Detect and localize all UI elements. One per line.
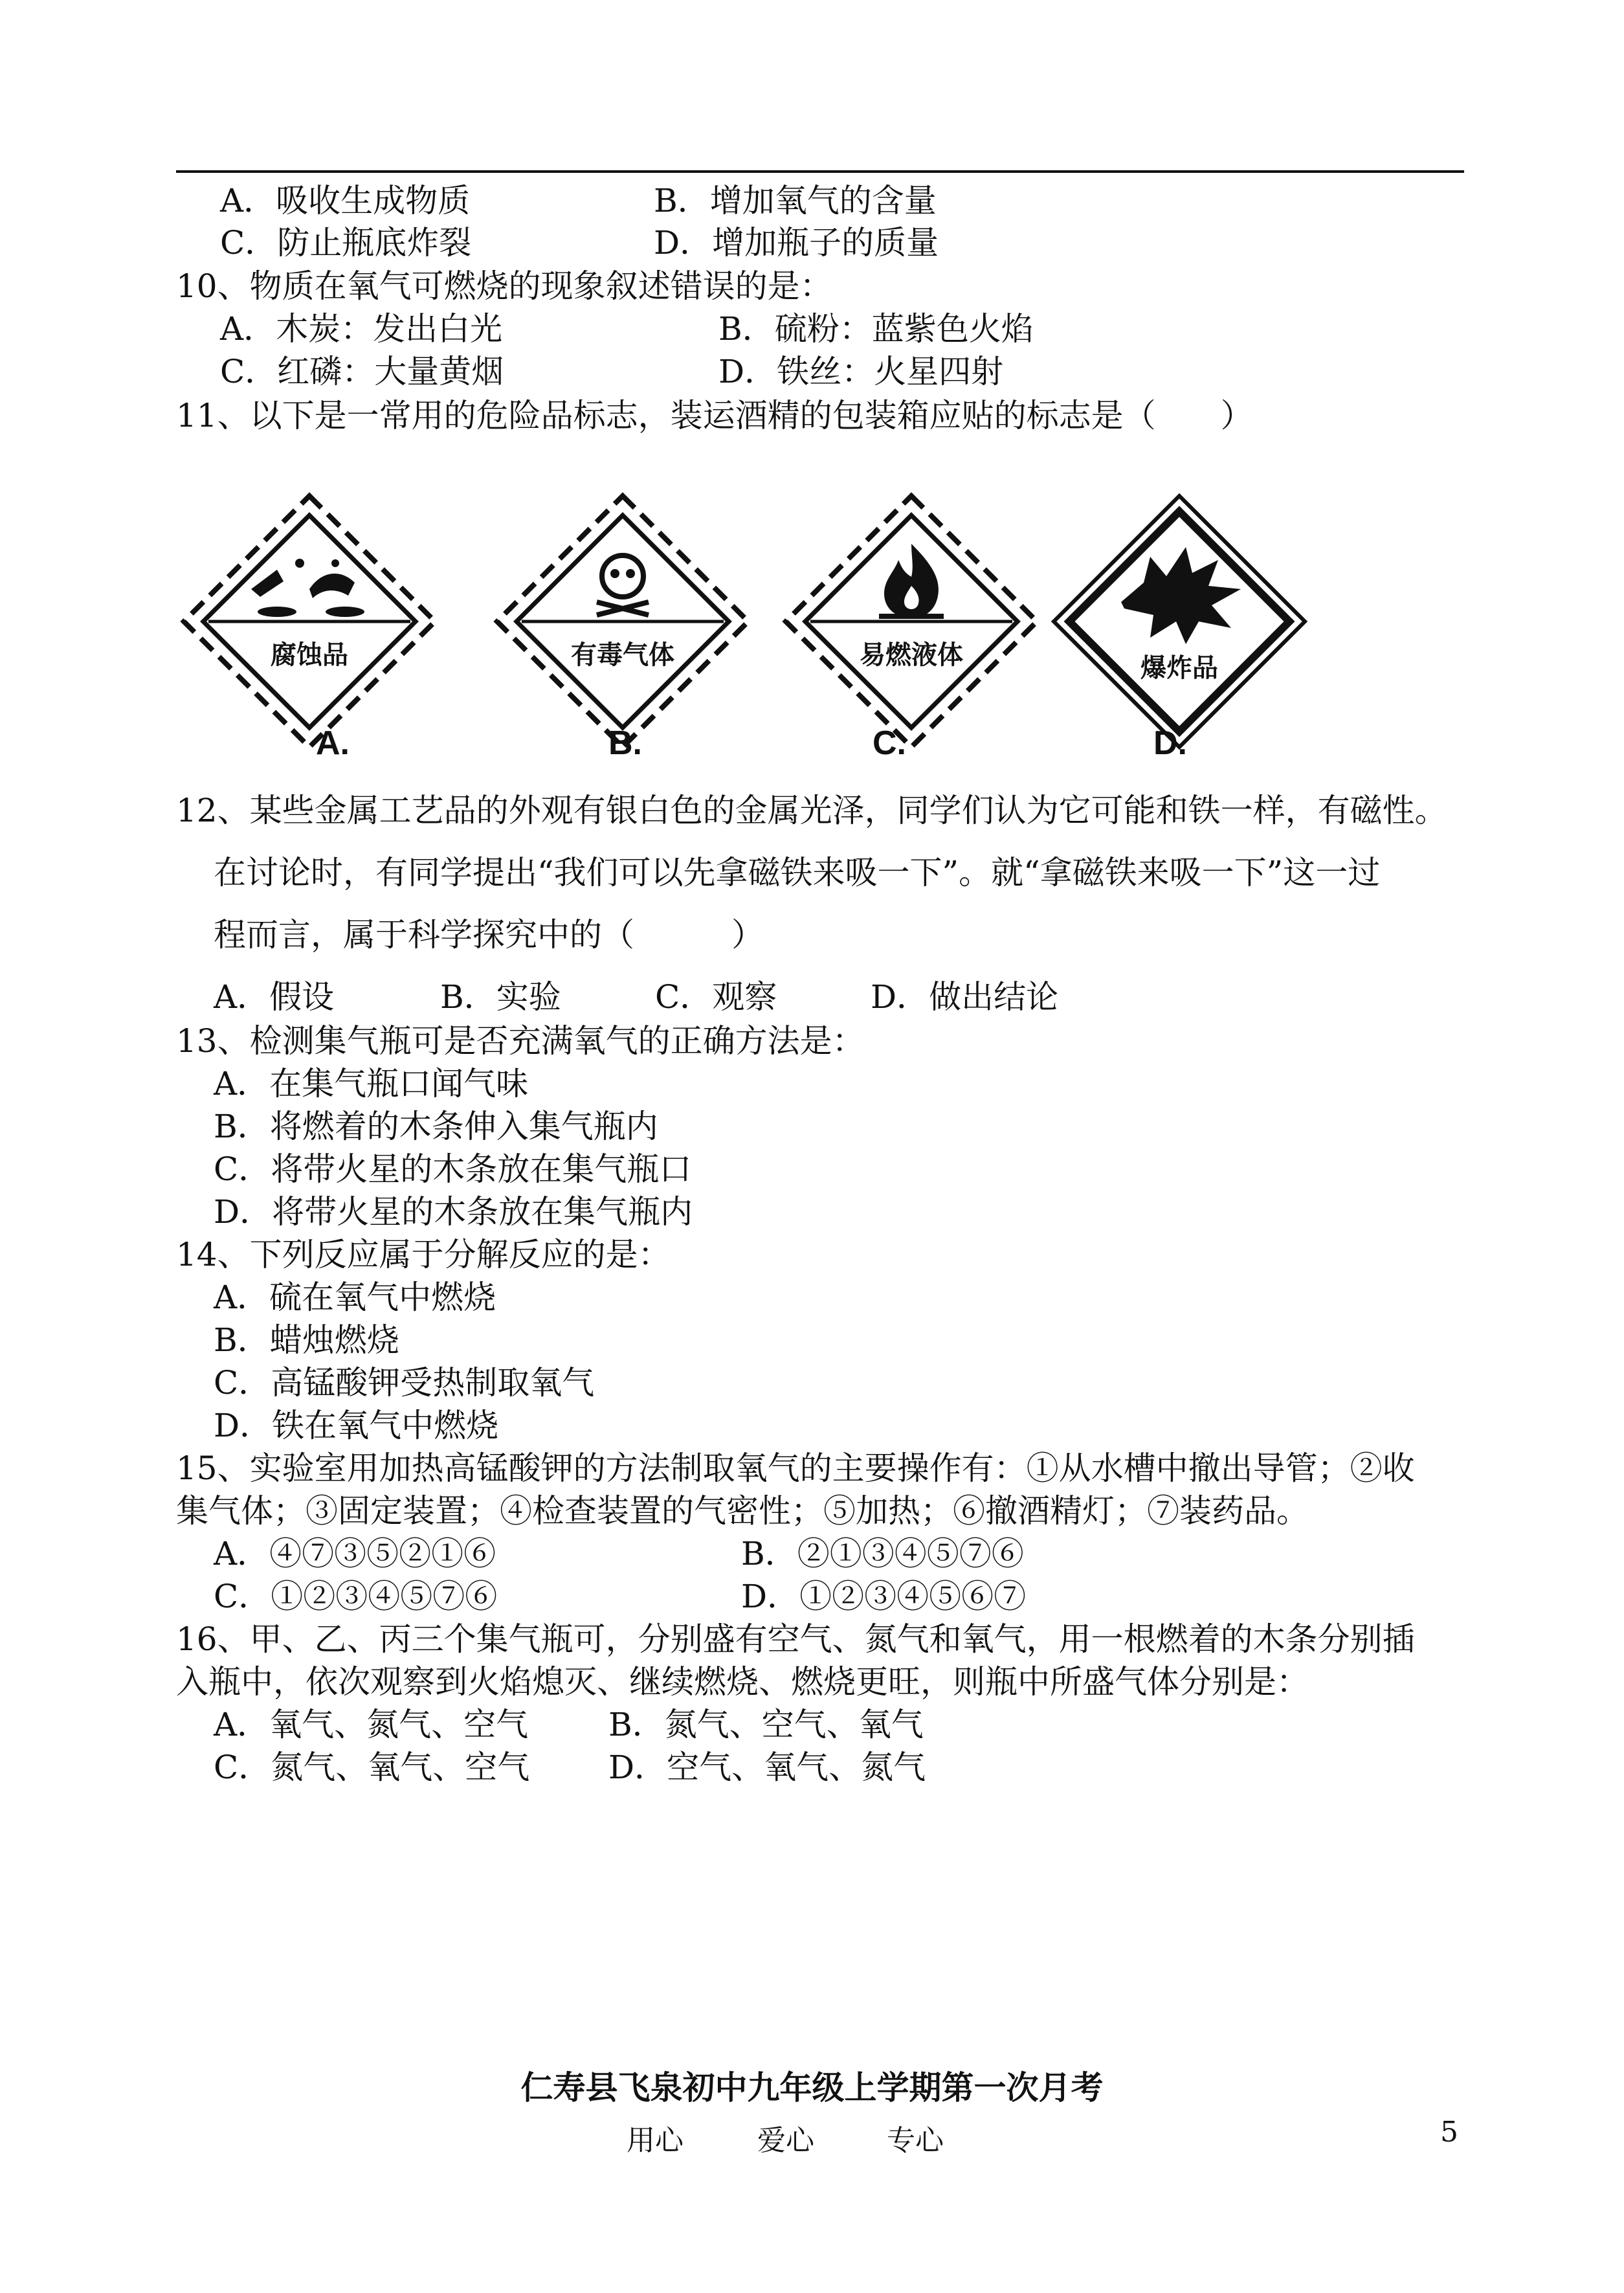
hazard-sign-explosive	[1050, 492, 1309, 751]
sign-label: 易燃液体	[860, 641, 963, 669]
q16-option-b: B．氮气、空气、氧气	[608, 1706, 924, 1743]
q9-option-c: C．防止瓶底炸裂	[220, 224, 472, 262]
q15-option-c: C．①②③④⑤⑦⑥	[214, 1578, 498, 1615]
q15-option-d: D．①②③④⑤⑥⑦	[741, 1578, 1027, 1615]
corrosive-icon	[251, 559, 364, 617]
q15-line-1: 15、实验室用加热高锰酸钾的方法制取氧气的主要操作有：①从水槽中撤出导管；②收	[176, 1449, 1415, 1487]
q9-option-d: D．增加瓶子的质量	[654, 224, 939, 262]
q15-line-2: 集气体；③固定装置；④检查装置的气密性；⑤加热；⑥撤酒精灯；⑦装药品。	[176, 1492, 1309, 1530]
q15-option-b: B．②①③④⑤⑦⑥	[741, 1535, 1024, 1572]
q14-option-d: D．铁在氧气中燃烧	[214, 1407, 499, 1444]
q13-option-a: A．在集气瓶口闻气味	[214, 1065, 529, 1102]
sign-letter: B.	[608, 724, 642, 762]
q14-option-c: C．高锰酸钾受热制取氧气	[214, 1364, 595, 1402]
q14-option-b: B．蜡烛燃烧	[214, 1321, 399, 1359]
sign-label: 爆炸品	[1140, 654, 1218, 682]
q16-line-2: 入瓶中，依次观察到火焰熄灭、继续燃烧、燃烧更旺，则瓶中所盛气体分别是：	[176, 1663, 1309, 1701]
q10-option-c: C．红磷：大量黄烟	[220, 353, 504, 390]
q10-option-d: D．铁丝：火星四射	[718, 353, 1004, 390]
q16-line-1: 16、甲、乙、丙三个集气瓶可，分别盛有空气、氮气和氧气，用一根燃着的木条分别插	[176, 1620, 1415, 1658]
q15-option-a: A．④⑦③⑤②①⑥	[214, 1535, 496, 1572]
q13-option-d: D．将带火星的木条放在集气瓶内	[214, 1193, 693, 1231]
q12-option-a: A．假设	[214, 978, 335, 1016]
q9-option-a: A．吸收生成物质	[220, 182, 471, 219]
footer-motto-2: 爱心	[757, 2124, 814, 2157]
footer-motto-1: 用心	[627, 2124, 684, 2157]
q13-option-c: C．将带火星的木条放在集气瓶口	[214, 1150, 692, 1188]
hazard-sign-corrosive	[180, 492, 439, 751]
q12-line-3: 程而言，属于科学探究中的（ ）	[214, 916, 764, 954]
q10-option-b: B．硫粉：蓝紫色火焰	[718, 310, 1034, 348]
q13-stem: 13、检测集气瓶可是否充满氧气的正确方法是：	[176, 1022, 865, 1060]
header-rule	[176, 170, 1464, 173]
sign-label: 腐蚀品	[271, 641, 348, 669]
hazard-sign-toxic-gas	[493, 492, 752, 751]
sign-label: 有毒气体	[571, 641, 674, 669]
explosion-icon	[1121, 547, 1241, 644]
q14-option-a: A．硫在氧气中燃烧	[214, 1279, 496, 1316]
q12-option-c: C．观察	[655, 978, 777, 1016]
q14-stem: 14、下列反应属于分解反应的是：	[176, 1236, 671, 1273]
footer-motto-3: 专心	[887, 2124, 944, 2157]
skull-icon	[597, 555, 649, 615]
q10-stem: 10、物质在氧气可燃烧的现象叙述错误的是：	[176, 267, 832, 305]
q12-line-2: 在讨论时，有同学提出“我们可以先拿磁铁来吸一下”。就“拿磁铁来吸一下”这一过	[214, 854, 1381, 891]
flame-icon	[879, 544, 944, 619]
q16-option-a: A．氧气、氮气、空气	[214, 1706, 529, 1743]
q13-option-b: B．将燃着的木条伸入集气瓶内	[214, 1108, 658, 1145]
sign-letter: D.	[1153, 724, 1187, 762]
page-number: 5	[1440, 2116, 1458, 2149]
q12-option-d: D．做出结论	[871, 978, 1059, 1016]
q9-option-b: B．增加氧气的含量	[654, 182, 937, 219]
q16-option-d: D．空气、氧气、氮气	[608, 1749, 926, 1786]
sign-letter: A.	[316, 724, 350, 762]
q10-option-a: A．木炭：发出白光	[220, 310, 503, 348]
sign-letter: C.	[873, 724, 906, 762]
q12-option-b: B．实验	[440, 978, 561, 1016]
hazard-sign-flammable-liquid	[782, 492, 1041, 751]
q16-option-c: C．氮气、氧气、空气	[214, 1749, 530, 1786]
footer-title: 仁寿县飞泉初中九年级上学期第一次月考	[520, 2068, 1104, 2107]
q12-line-1: 12、某些金属工艺品的外观有银白色的金属光泽，同学们认为它可能和铁一样，有磁性。	[176, 792, 1447, 829]
q11-stem: 11、以下是一常用的危险品标志，装运酒精的包装箱应贴的标志是（ ）	[176, 397, 1253, 434]
